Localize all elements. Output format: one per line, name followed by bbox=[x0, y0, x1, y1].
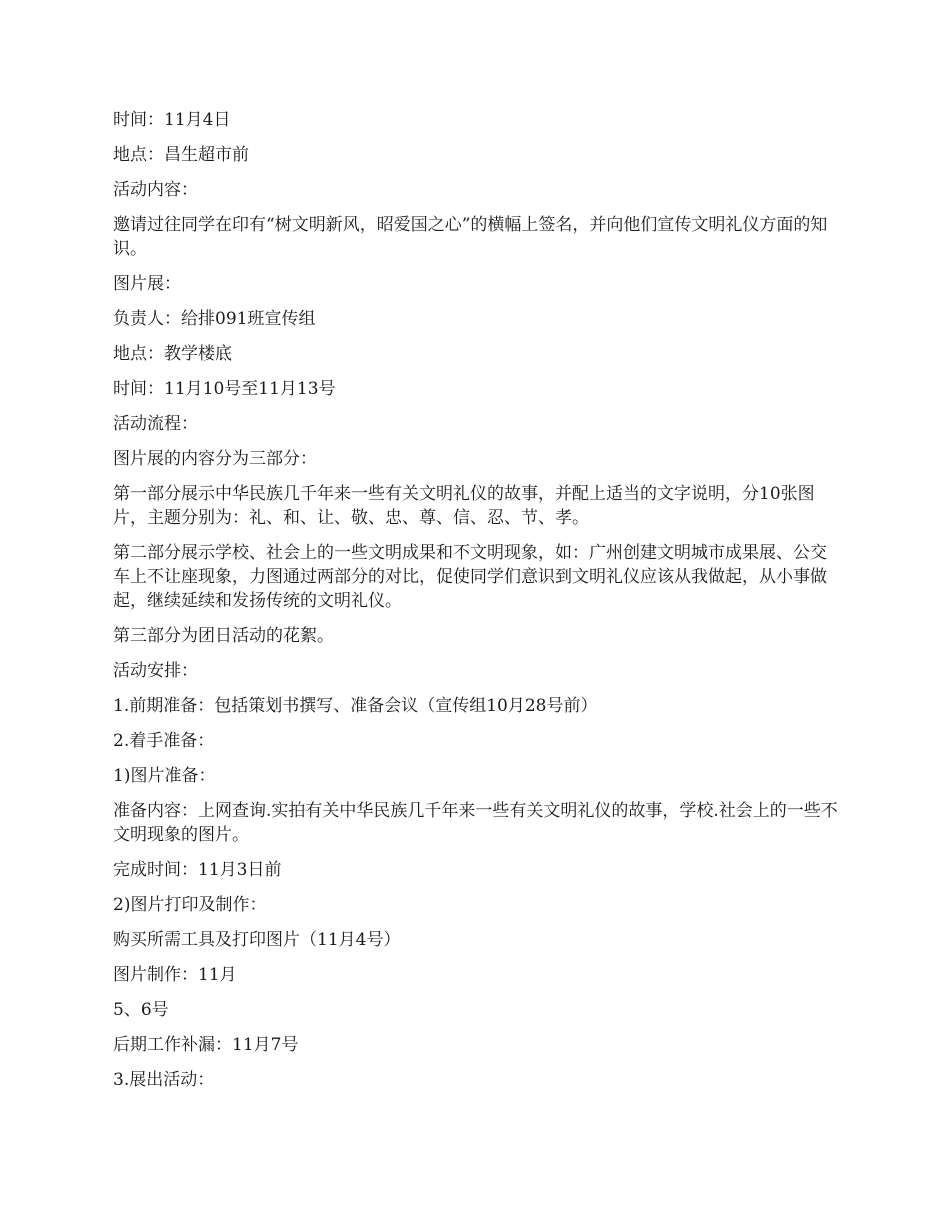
paragraph-part-one: 第一部分展示中华民族几千年来一些有关文明礼仪的故事，并配上适当的文字说明，分10张图片，主题分别为：礼、和、让、敬、忠、尊、信、忍、节、孝。 bbox=[113, 484, 815, 528]
paragraph-completion-time: 完成时间：11月3日前 bbox=[113, 860, 282, 880]
paragraph-print-and-make: 2)图片打印及制作： bbox=[113, 895, 267, 915]
paragraph-activity-content: 邀请过往同学在印有“树文明新风，昭爱国之心”的横幅上签名，并向他们宣传文明礼仪方面的知识。 bbox=[113, 215, 828, 259]
paragraph-location: 地点：昌生超市前 bbox=[113, 145, 249, 165]
paragraph-exhibition-location: 地点：教学楼底 bbox=[113, 344, 232, 364]
paragraph-exhibition-activity: 3.展出活动： bbox=[113, 1070, 215, 1090]
document-body bbox=[113, 108, 843, 1103]
paragraph-photo-exhibition-heading: 图片展： bbox=[113, 274, 181, 294]
paragraph-photo-making: 图片制作：11月 bbox=[113, 965, 237, 985]
paragraph-part-three: 第三部分为团日活动的花絮。 bbox=[113, 626, 334, 646]
paragraph-time: 时间：11月4日 bbox=[113, 110, 231, 130]
paragraph-arrangement-heading: 活动安排： bbox=[113, 661, 198, 681]
paragraph-buy-tools: 购买所需工具及打印图片（11月4号） bbox=[113, 930, 401, 950]
paragraph-preparation-content: 准备内容：上网查询.实拍有关中华民族几千年来一些有关文明礼仪的故事，学校.社会上的一些不文明现象的图片。 bbox=[113, 801, 838, 845]
paragraph-part-two: 第二部分展示学校、社会上的一些文明成果和不文明现象，如：广州创建文明城市成果展、公交车上不让座现象，力图通过两部分的对比，促使同学们意识到文明礼仪应该从我做起，从小事做起，继续延续和发扬传统的文明礼仪。 bbox=[113, 543, 827, 611]
paragraph-later-fixes: 后期工作补漏：11月7号 bbox=[113, 1035, 299, 1055]
paragraph-activity-content-heading: 活动内容： bbox=[113, 180, 198, 200]
paragraph-photo-making-dates: 5、6号 bbox=[113, 1000, 169, 1020]
paragraph-person-in-charge: 负责人：给排091班宣传组 bbox=[113, 309, 316, 329]
paragraph-preparation-early: 1.前期准备：包括策划书撰写、准备会议（宣传组10月28号前） bbox=[113, 696, 598, 716]
paragraph-preparation-start: 2.着手准备： bbox=[113, 731, 215, 751]
paragraph-photo-preparation: 1)图片准备： bbox=[113, 766, 216, 786]
paragraph-activity-flow-heading: 活动流程： bbox=[113, 414, 198, 434]
paragraph-exhibition-parts: 图片展的内容分为三部分： bbox=[113, 449, 317, 469]
paragraph-exhibition-time: 时间：11月10号至11月13号 bbox=[113, 379, 336, 399]
